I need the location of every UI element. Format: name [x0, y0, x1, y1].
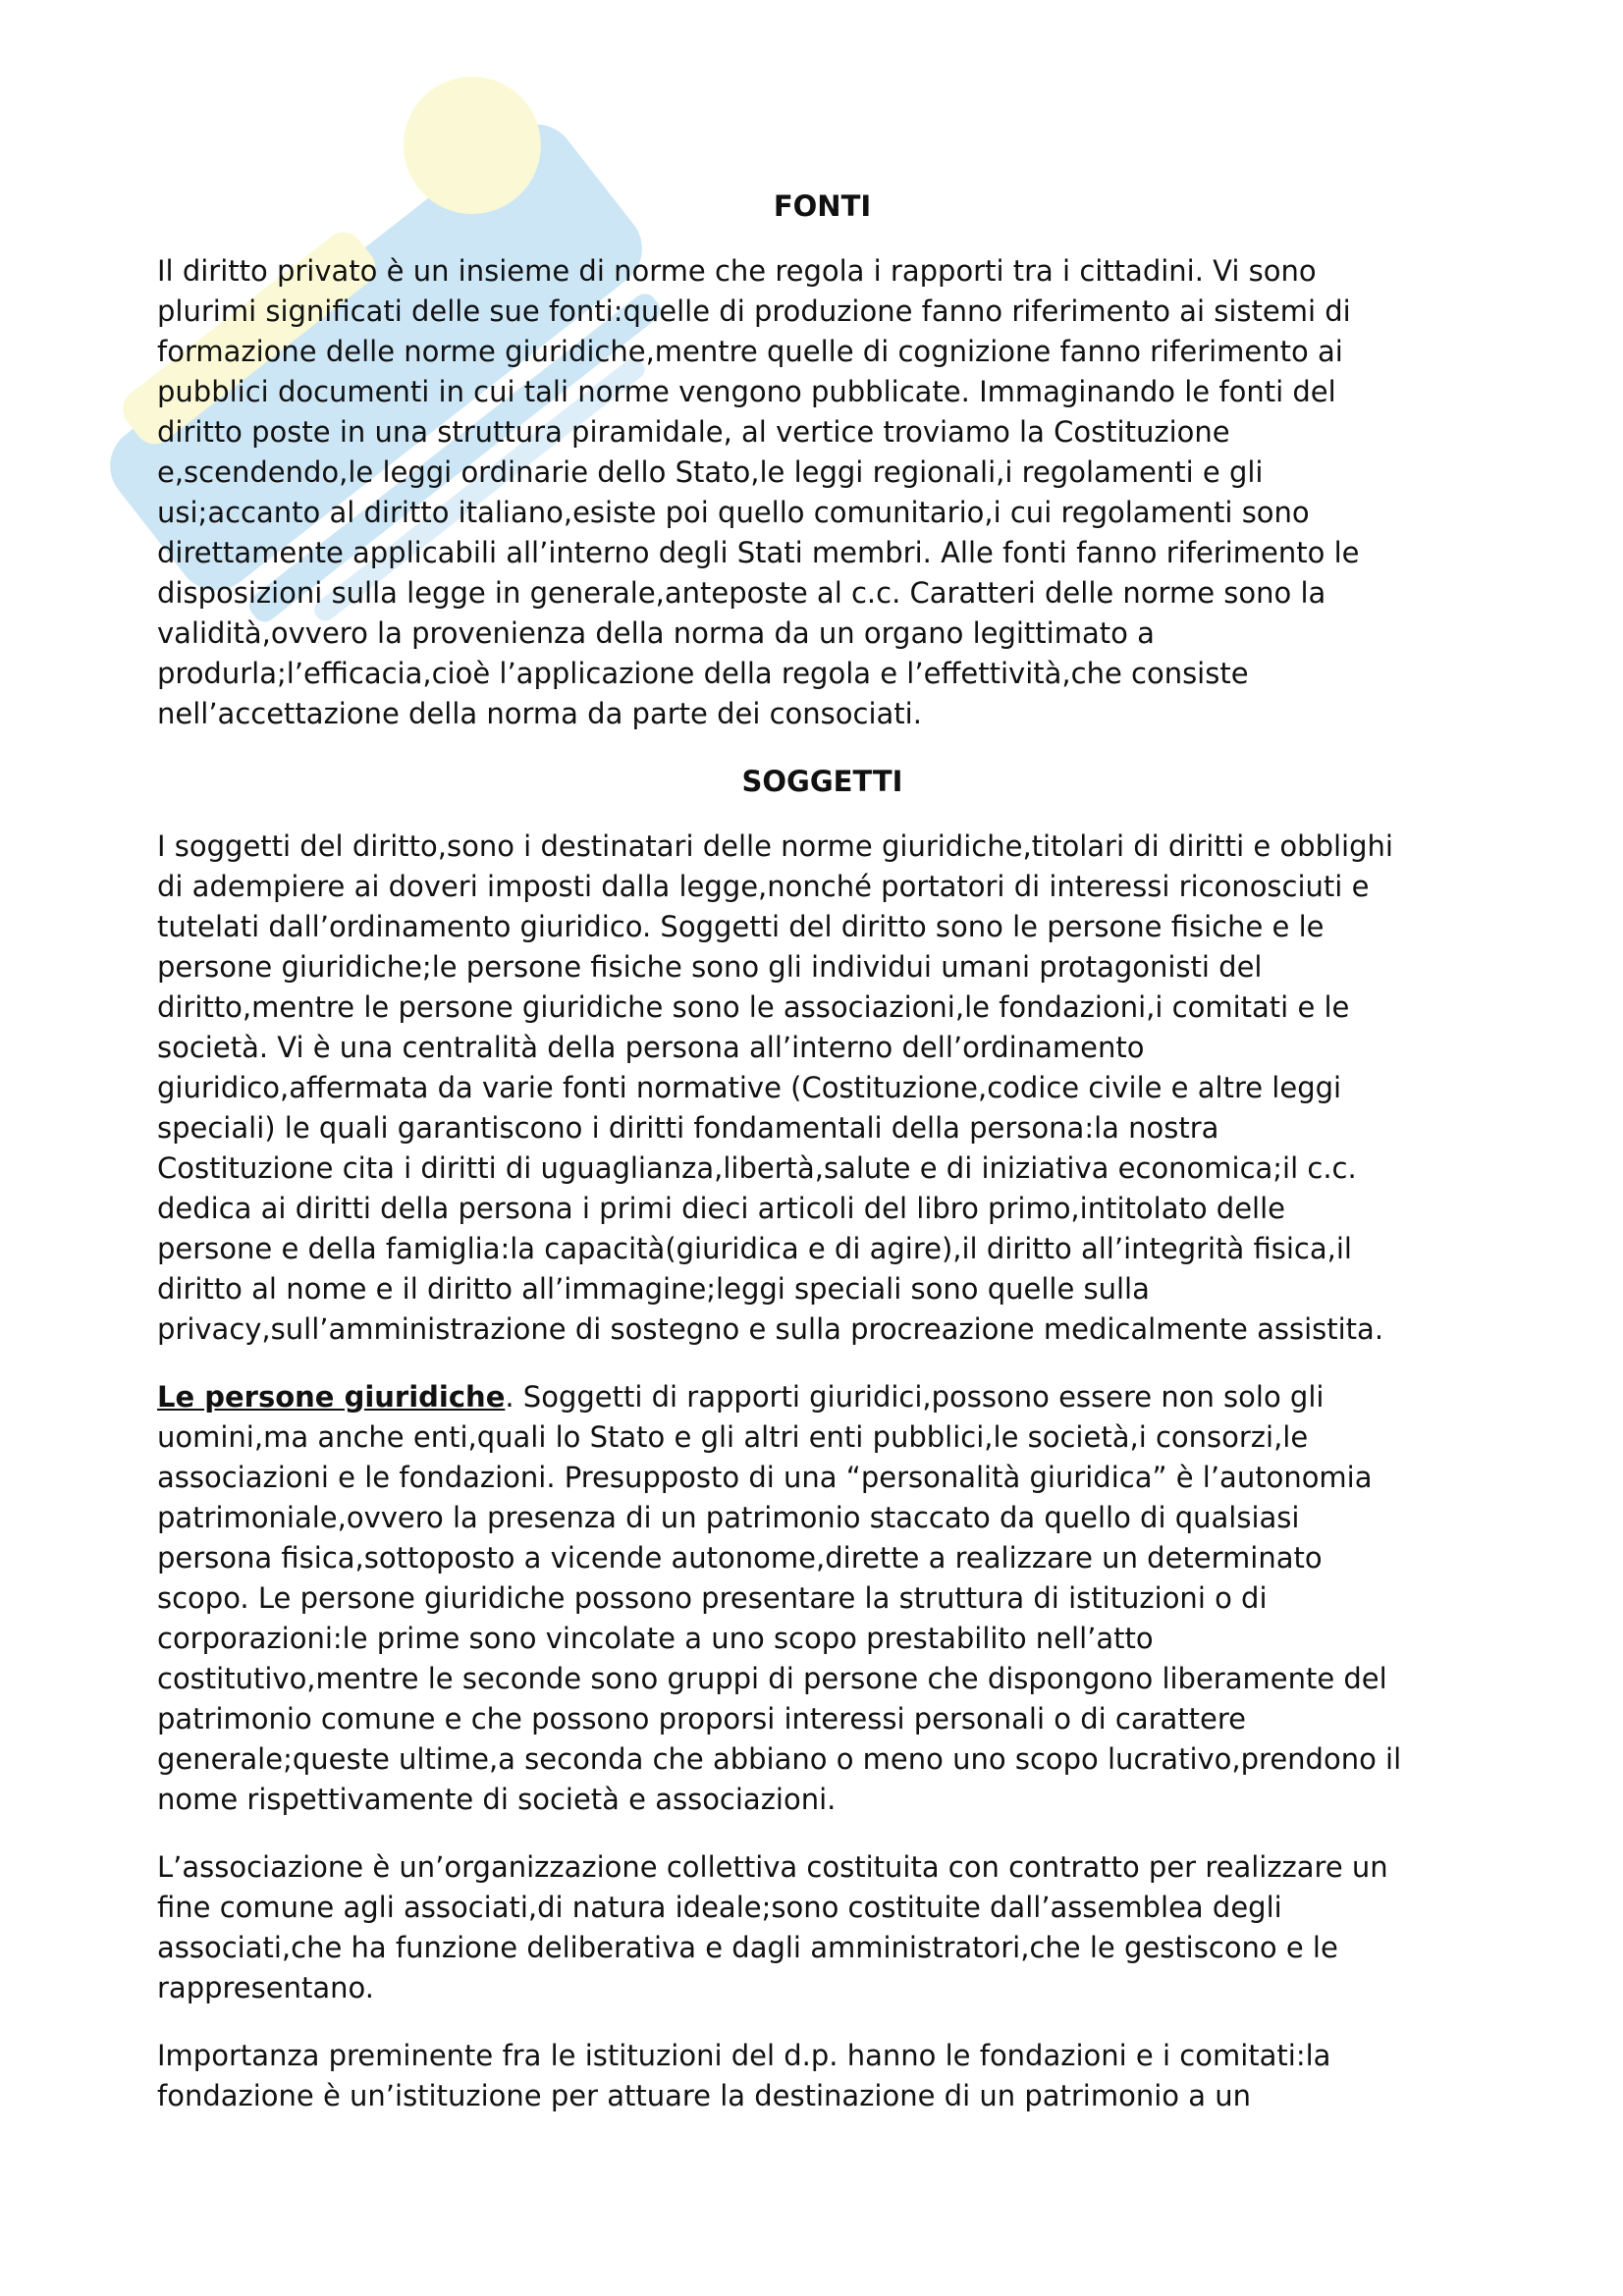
text-line: associazioni e le fondazioni. Presupposto di una “personalità giuridica” è l’autonomia	[157, 1461, 1373, 1494]
text-line: uomini,ma anche enti,quali lo Stato e gli altri enti pubblici,le società,i consorzi,le	[157, 1420, 1309, 1454]
text-line: patrimoniale,ovvero la presenza di un patrimonio staccato da quello di qualsiasi	[157, 1501, 1300, 1534]
text-line: corporazioni:le prime sono vincolate a uno scopo prestabilito nell’atto	[157, 1622, 1154, 1655]
paragraph-fondazioni	[157, 2036, 1488, 2116]
text-line: Il diritto privato è un insieme di norme che regola i rapporti tra i cittadini. Vi sono	[157, 254, 1317, 288]
text-line: patrimonio comune e che possono proporsi interessi personali o di carattere	[157, 1702, 1247, 1735]
text-line: generale;queste ultime,a seconda che abbiano o meno uno scopo lucrativo,prendono il	[157, 1742, 1402, 1776]
text-line: tutelati dall’ordinamento giuridico. Soggetti del diritto sono le persone fisiche e le	[157, 910, 1325, 943]
text-line: usi;accanto al diritto italiano,esiste poi quello comunitario,i cui regolamenti sono	[157, 496, 1310, 529]
text-line: direttamente applicabili all’interno degli Stati membri. Alle fonti fanno riferimento le	[157, 536, 1360, 569]
document-page	[157, 187, 1488, 2144]
text-line: plurimi significati delle sue fonti:quelle di produzione fanno riferimento ai sistemi di	[157, 294, 1351, 328]
text-line: persona fisica,sottoposto a vicende autonome,dirette a realizzare un determinato	[157, 1541, 1323, 1575]
text-line: produrla;l’efficacia,cioè l’applicazione della regola e l’effettività,che consiste	[157, 657, 1249, 690]
text-line: nell’accettazione della norma da parte dei consociati.	[157, 697, 922, 730]
text-line: pubblici documenti in cui tali norme vengono pubblicate. Immaginando le fonti del	[157, 375, 1336, 408]
text-line: nome rispettivamente di società e associazioni.	[157, 1783, 837, 1816]
text-line: società. Vi è una centralità della persona all’interno dell’ordinamento	[157, 1031, 1145, 1064]
text-line: associati,che ha funzione deliberativa e dagli amministratori,che le gestiscono e le	[157, 1931, 1338, 1964]
text-line: diritto al nome e il diritto all’immagine;leggi speciali sono quelle sulla	[157, 1272, 1150, 1306]
text-line: dedica ai diritti della persona i primi dieci articoli del libro primo,intitolato delle	[157, 1192, 1285, 1225]
text-line: I soggetti del diritto,sono i destinatari delle norme giuridiche,titolari di diritti e obblighi	[157, 829, 1393, 863]
paragraph-persone-giuridiche	[157, 1377, 1488, 1820]
text-line: Costituzione cita i diritti di uguaglianza,libertà,salute e di iniziativa economica;il c.c.	[157, 1151, 1357, 1185]
text-line: fondazione è un’istituzione per attuare la destinazione di un patrimonio a un	[157, 2079, 1251, 2112]
section-soggetti	[157, 762, 1488, 2116]
text-line: giuridico,affermata da varie fonti normative (Costituzione,codice civile e altre leggi	[157, 1071, 1342, 1104]
section-title-soggetti: SOGGETTI	[741, 765, 903, 798]
text-line: di adempiere ai doveri imposti dalla legge,nonché portatori di interessi riconosciuti e	[157, 870, 1370, 903]
text-line: persone e della famiglia:la capacità(giuridica e di agire),il diritto all’integrità fisica,il	[157, 1232, 1352, 1265]
text-line: fine comune agli associati,di natura ideale;sono costituite dall’assemblea degli	[157, 1891, 1282, 1924]
text-line: e,scendendo,le leggi ordinarie dello Stato,le leggi regionali,i regolamenti e gli	[157, 455, 1264, 489]
text-line: Importanza preminente fra le istituzioni del d.p. hanno le fondazioni e i comitati:la	[157, 2039, 1331, 2072]
text-line: L’associazione è un’organizzazione collettiva costituita con contratto per realizzare un	[157, 1850, 1388, 1884]
text-line: diritto,mentre le persone giuridiche sono le associazioni,le fondazioni,i comitati e le	[157, 990, 1350, 1024]
text-line: rappresentano.	[157, 1971, 374, 2004]
text-line: costitutivo,mentre le seconde sono gruppi di persone che dispongono liberamente del	[157, 1662, 1387, 1695]
text-line: disposizioni sulla legge in generale,anteposte al c.c. Caratteri delle norme sono la	[157, 576, 1326, 610]
text-line: validità,ovvero la provenienza della norma da un organo legittimato a	[157, 616, 1155, 650]
section-title-fonti: FONTI	[773, 189, 872, 223]
text-lead-tail: . Soggetti di rapporti giuridici,possono essere non solo gli	[505, 1380, 1325, 1414]
paragraph-associazione	[157, 1847, 1488, 2008]
text-line: formazione delle norme giuridiche,mentre quelle di cognizione fanno riferimento ai	[157, 335, 1343, 368]
subsection-title-persone-giuridiche: Le persone giuridiche	[157, 1380, 506, 1414]
text-line: persone giuridiche;le persone fisiche sono gli individui umani protagonisti del	[157, 950, 1263, 984]
text-line: scopo. Le persone giuridiche possono presentare la struttura di istituzioni o di	[157, 1581, 1268, 1615]
paragraph-soggetti-1	[157, 827, 1488, 1350]
text-line-first	[157, 1377, 1488, 1417]
text-line: privacy,sull’amministrazione di sostegno e sulla procreazione medicalmente assistita.	[157, 1312, 1384, 1346]
text-line: diritto poste in una struttura piramidale, al vertice troviamo la Costituzione	[157, 415, 1230, 449]
section-fonti	[157, 187, 1488, 734]
text-line: speciali) le quali garantiscono i diritti fondamentali della persona:la nostra	[157, 1111, 1219, 1145]
paragraph-fonti-1	[157, 251, 1488, 734]
